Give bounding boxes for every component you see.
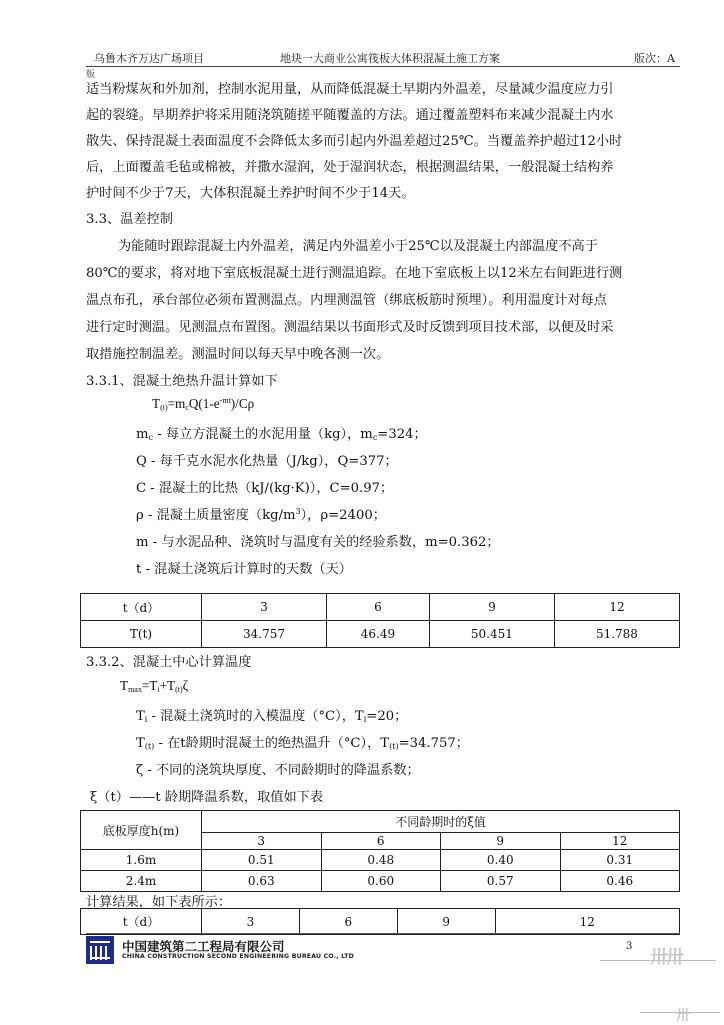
- table-row: [81, 909, 680, 935]
- definition-mc: $m_c$ - 每立方混凝土的水泥用量（kg），$m_c=324$；: [136, 427, 427, 442]
- adiabatic-formula: $T_{(t)}=m_cQ(1-e^{-mt})/C\rho$: [152, 396, 255, 412]
- header-rule: [86, 66, 680, 67]
- table-cell: 34.757: [202, 621, 327, 648]
- table-cell: 3: [202, 833, 322, 850]
- table-row: [81, 850, 680, 871]
- table-cell: 12: [560, 833, 680, 850]
- company-name-en: CHINA CONSTRUCTION SECOND ENGINEERING BUREAU CO., LTD: [122, 953, 354, 960]
- table-cell: T(t): [81, 621, 202, 648]
- table-row: [81, 594, 680, 621]
- table-cell: 0.51: [202, 850, 322, 871]
- table-cell: 46.49: [327, 621, 430, 648]
- center-temp-formula: $T_{max}=T_i+T_{(t)}\zeta$: [120, 678, 189, 694]
- company-logo-icon: [86, 936, 114, 964]
- table-cell: 0.46: [560, 871, 680, 892]
- header-version: 版次：A: [634, 52, 675, 65]
- table-row: [81, 871, 680, 892]
- table-cell: 6: [321, 833, 441, 850]
- table-row: [81, 621, 680, 648]
- definition-q: Q - 每千克水泥水化热量（J/kg），Q=377；: [136, 454, 398, 469]
- result-caption: 计算结果，如下表所示：: [86, 895, 232, 910]
- section-3-3-1-heading: 3.3.1、混凝土绝热升温计算如下: [86, 374, 278, 389]
- table-cell: 3: [202, 594, 327, 621]
- table-cell: 9: [429, 594, 554, 621]
- definition-c: C - 混凝土的比热（kJ/(kg·K)），C=0.97；: [136, 481, 394, 496]
- intro-line-2: 起的裂缝。早期养护将采用随浇筑随搓平随覆盖的方法。通过覆盖塑料布来减少混凝土内水: [86, 108, 614, 123]
- definition-tt: $T_{(t)}$ - 在t龄期时混凝土的绝热温升（°C），$T_{(t)}=34.757$；: [136, 736, 469, 751]
- table-cell: 0.40: [441, 850, 561, 871]
- table-group-header: 不同龄期时的ξ值: [202, 811, 680, 833]
- intro-line-3: 散失、保持混凝土表面温度不会降低太多而引起内外温差超过25℃。当覆盖养护超过12小时: [86, 134, 623, 149]
- definition-m: m - 与水泥品种、浇筑时与温度有关的经验系数，m=0.362；: [136, 535, 500, 550]
- result-table: [80, 908, 680, 935]
- watermark-stamp: 卅: [676, 1008, 688, 1024]
- section-3-3-line-4: 进行定时测温。见测温点布置图。测温结果以书面形式及时反馈到项目技术部，以便及时采: [86, 320, 614, 335]
- watermark-stamp: 卅卅: [650, 947, 682, 968]
- table-cell: 9: [397, 909, 495, 935]
- section-3-3-2-heading: 3.3.2、混凝土中心计算温度: [86, 655, 252, 670]
- adiabatic-temperature-table: [80, 593, 680, 648]
- table-cell: 0.48: [321, 850, 441, 871]
- header-version-tail: 版: [86, 70, 96, 80]
- table-cell: t（d）: [81, 594, 202, 621]
- table-corner-cell: 底板厚度h(m): [81, 811, 202, 850]
- definition-t: t - 混凝土浇筑后计算时的天数（天）: [136, 562, 352, 577]
- intro-line-5: 护时间不少于7天，大体积混凝土养护时间不少于14天。: [86, 186, 415, 201]
- cooling-coefficient-table: [80, 810, 680, 892]
- table-row: [81, 811, 680, 833]
- table-cell: 12: [495, 909, 679, 935]
- table-cell: 51.788: [554, 621, 679, 648]
- table-cell: 2.4m: [81, 871, 202, 892]
- header-doc-title: 地块一大商业公寓筏板大体积混凝土施工方案: [280, 52, 500, 65]
- section-3-3-line-2: 80℃的要求，将对地下室底板混凝土进行测温追踪。在地下室底板上以12米左右间距进行测: [86, 266, 623, 281]
- table-cell: 6: [327, 594, 430, 621]
- intro-line-4: 后，上面覆盖毛毡或棉被，并撒水湿润，处于湿润状态，根据测温结果，一般混凝土结构养: [86, 160, 614, 175]
- table-cell: 9: [441, 833, 561, 850]
- table-cell: 0.31: [560, 850, 680, 871]
- section-3-3-line-3: 温点布孔，承台部位必须布置测温点。内埋测温管（绑底板筋时预埋）。利用温度计对每点: [86, 293, 607, 308]
- table-cell: 1.6m: [81, 850, 202, 871]
- company-name-cn: 中国建筑第二工程局有限公司: [122, 939, 285, 954]
- section-3-3-heading: 3.3、温差控制: [86, 212, 173, 227]
- header-project: 乌鲁木齐万达广场项目: [94, 52, 204, 65]
- section-3-3-line-1: 为能随时跟踪混凝土内外温差，满足内外温差小于25℃以及混凝土内部温度不高于: [118, 239, 598, 254]
- table-cell: t（d）: [81, 909, 202, 935]
- definition-ti: $T_i$ - 混凝土浇筑时的入模温度（°C），$T_i=20$；: [136, 709, 408, 724]
- intro-line-1: 适当粉煤灰和外加剂，控制水泥用量，从而降低混凝土早期内外温差，尽量减少温度应力引: [86, 82, 614, 97]
- table-cell: 50.451: [429, 621, 554, 648]
- footer-rule: [86, 933, 680, 934]
- definition-zeta: ζ - 不同的浇筑块厚度、不同龄期时的降温系数；: [136, 763, 420, 778]
- xi-caption: ξ（t）——t 龄期降温系数，取值如下表: [90, 790, 324, 805]
- section-3-3-line-5: 取措施控制温差。测温时间以每天早中晚各测一次。: [86, 347, 390, 362]
- definition-rho: ρ - 混凝土质量密度$(kg/m^3)$，ρ=2400；: [136, 507, 386, 523]
- page-number: 3: [626, 941, 633, 952]
- table-cell: 0.63: [202, 871, 322, 892]
- table-cell: 6: [299, 909, 397, 935]
- table-cell: 12: [554, 594, 679, 621]
- table-cell: 3: [202, 909, 300, 935]
- table-cell: 0.57: [441, 871, 561, 892]
- table-cell: 0.60: [321, 871, 441, 892]
